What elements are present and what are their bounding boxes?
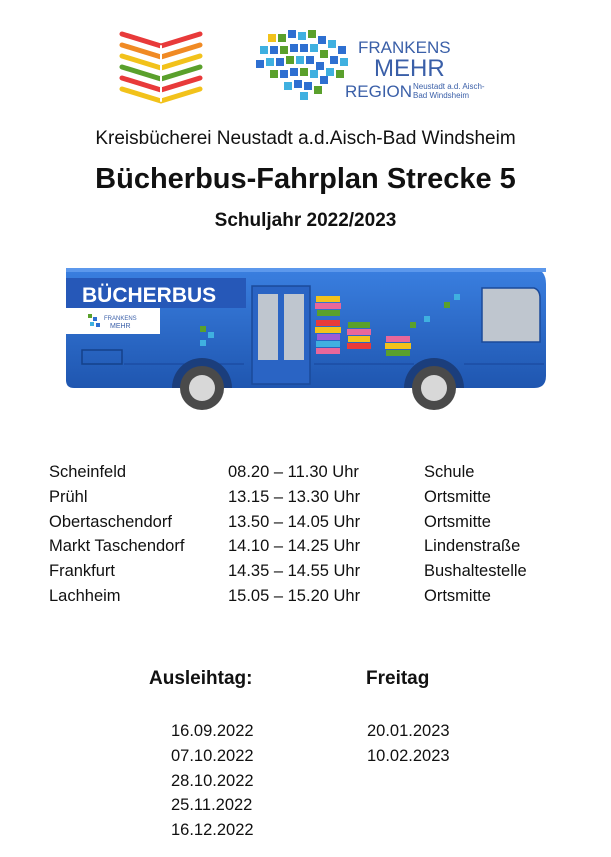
bus-label: BÜCHERBUS: [82, 284, 217, 307]
region-logo-caption2: Bad Windsheim: [413, 91, 470, 100]
loan-day-label: Ausleihtag:: [149, 668, 253, 689]
schedule-stop: Ortsmitte: [424, 586, 491, 605]
school-year: Schuljahr 2022/2023: [214, 210, 397, 231]
schedule-time: 14.10 – 14.25 Uhr: [228, 537, 361, 556]
schedule-place: Scheinfeld: [49, 463, 127, 481]
loan-weekday: Freitag: [366, 668, 430, 689]
loan-date: 16.12.2022: [171, 821, 254, 840]
region-map-logo: [256, 30, 348, 100]
bookbus-illustration: [64, 264, 550, 414]
library-name: Kreisbücherei Neustadt a.d.Aisch-Bad Windsheim: [95, 128, 516, 149]
schedule-place: Markt Taschendorf: [49, 537, 185, 556]
region-logo-line1: FRANKENS: [358, 38, 451, 57]
page-title: Bücherbus-Fahrplan Strecke 5: [95, 163, 516, 195]
schedule-stop: Lindenstraße: [424, 537, 521, 556]
bus-sticker-line1: FRANKENS: [104, 316, 137, 322]
loan-date: 20.01.2023: [367, 722, 450, 740]
loan-date: 07.10.2022: [171, 746, 254, 765]
region-logo-caption1: Neustadt a.d. Aisch-: [413, 82, 485, 91]
book-logo: [122, 34, 200, 101]
schedule-place: Prühl: [49, 487, 88, 506]
schedule-time: 14.35 – 14.55 Uhr: [228, 562, 361, 581]
schedule-time: 13.50 – 14.05 Uhr: [228, 512, 361, 531]
schedule-time: 15.05 – 15.20 Uhr: [228, 586, 361, 605]
loan-dates-column-1: [171, 719, 254, 843]
loan-date: 25.11.2022: [171, 796, 253, 815]
schedule-place: Obertaschendorf: [49, 512, 172, 531]
schedule-time: 08.20 – 11.30 Uhr: [228, 463, 359, 481]
schedule-stop: Bushaltestelle: [424, 562, 527, 581]
bus-sticker-line2: MEHR: [110, 323, 131, 330]
region-logo-line3: REGION: [345, 82, 413, 101]
region-logo-line2: MEHR: [374, 55, 445, 82]
loan-date: 28.10.2022: [171, 771, 254, 790]
schedule-time: 13.15 – 13.30 Uhr: [228, 487, 361, 506]
schedule-place: Lachheim: [49, 586, 121, 605]
loan-date: 16.09.2022: [171, 722, 254, 740]
loan-dates-column-2: [367, 719, 450, 769]
schedule-place: Frankfurt: [49, 562, 116, 581]
schedule-stop: Ortsmitte: [424, 487, 491, 506]
loan-date: 10.02.2023: [367, 746, 450, 765]
schedule-stop: Ortsmitte: [424, 512, 491, 531]
logos-header: [0, 0, 611, 120]
schedule-stop: Schule: [424, 463, 475, 481]
